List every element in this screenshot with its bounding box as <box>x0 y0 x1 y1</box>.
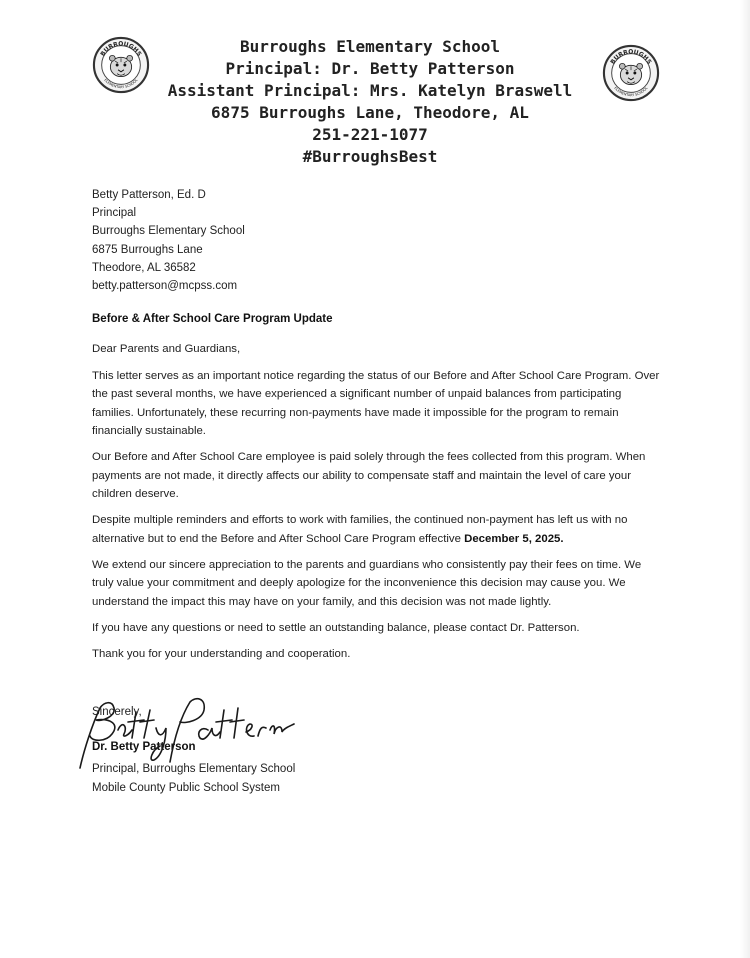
signer-organization: Mobile County Public School System <box>92 782 280 794</box>
sender-name: Betty Patterson, Ed. D <box>92 189 206 201</box>
paragraph-3-text: Despite multiple reminders and efforts to work with families, the continued non-payment has left us with no alternative but to end the Before and After School Care Program effective <box>92 514 628 545</box>
page-edge-shadow <box>740 0 750 958</box>
letterhead <box>140 36 600 168</box>
sender-block <box>92 186 245 295</box>
signer-name: Dr. Betty Patterson <box>92 741 196 753</box>
signer-title: Principal, Burroughs Elementary School <box>92 763 296 775</box>
logo-top-text: BURROUGHS <box>609 48 653 66</box>
sender-school: Burroughs Elementary School <box>92 225 245 238</box>
logo-bottom-text: ELEMENTARY SCHOOL <box>613 86 649 98</box>
sender-street: 6875 Burroughs Lane <box>92 243 203 256</box>
school-logo-icon <box>602 44 660 102</box>
principal-line: Principal: Dr. Betty Patterson <box>225 59 515 78</box>
paragraph-6: Thank you for your understanding and cooperation. <box>92 647 351 660</box>
paragraph-1: This letter serves as an important notice regarding the status of our Before and After School Care Program. Over the past several months, we have experienced a significant number of unpaid balances from participating families. Unfortunately, these recurring non-payments have made it impossible for the program to remain financially sustainable. <box>92 369 660 437</box>
end-date: December 5, 2025. <box>464 532 564 545</box>
school-hashtag: #BurroughsBest <box>302 147 438 166</box>
sender-email: betty.patterson@mcpss.com <box>92 280 238 293</box>
school-phone: 251-221-1077 <box>312 125 428 144</box>
paragraph-5: If you have any questions or need to settle an outstanding balance, please contact Dr. Patterson. <box>92 621 580 634</box>
logo-bottom-text: ELEMENTARY SCHOOL <box>103 78 139 90</box>
paragraph-4: We extend our sincere appreciation to the parents and guardians who consistently pay their fees on time. We truly value your commitment and deeply apologize for the inconvenience this decision may cause you. We understand the impact this may have on your family, and this decision was not made lightly. <box>92 558 642 608</box>
assistant-principal-line: Assistant Principal: Mrs. Katelyn Braswell <box>167 81 573 100</box>
letter-subject: Before & After School Care Program Update <box>92 313 333 325</box>
handwritten-signature <box>62 690 302 770</box>
logo-top-text: BURROUGHS <box>99 40 143 58</box>
paragraph-2: Our Before and After School Care employee is paid solely through the fees collected from this program. When payments are not made, it directly affects our ability to compensate staff and maintain the level of care your children deserve. <box>92 451 646 500</box>
valediction: Sincerely, <box>92 706 142 718</box>
salutation: Dear Parents and Guardians, <box>92 343 241 355</box>
school-name: Burroughs Elementary School <box>239 37 501 56</box>
letter-body <box>92 340 660 671</box>
sender-title: Principal <box>92 207 137 220</box>
school-address: 6875 Burroughs Lane, Theodore, AL <box>211 103 529 122</box>
sender-city: Theodore, AL 36582 <box>92 261 196 274</box>
paragraph-3 <box>92 511 660 548</box>
